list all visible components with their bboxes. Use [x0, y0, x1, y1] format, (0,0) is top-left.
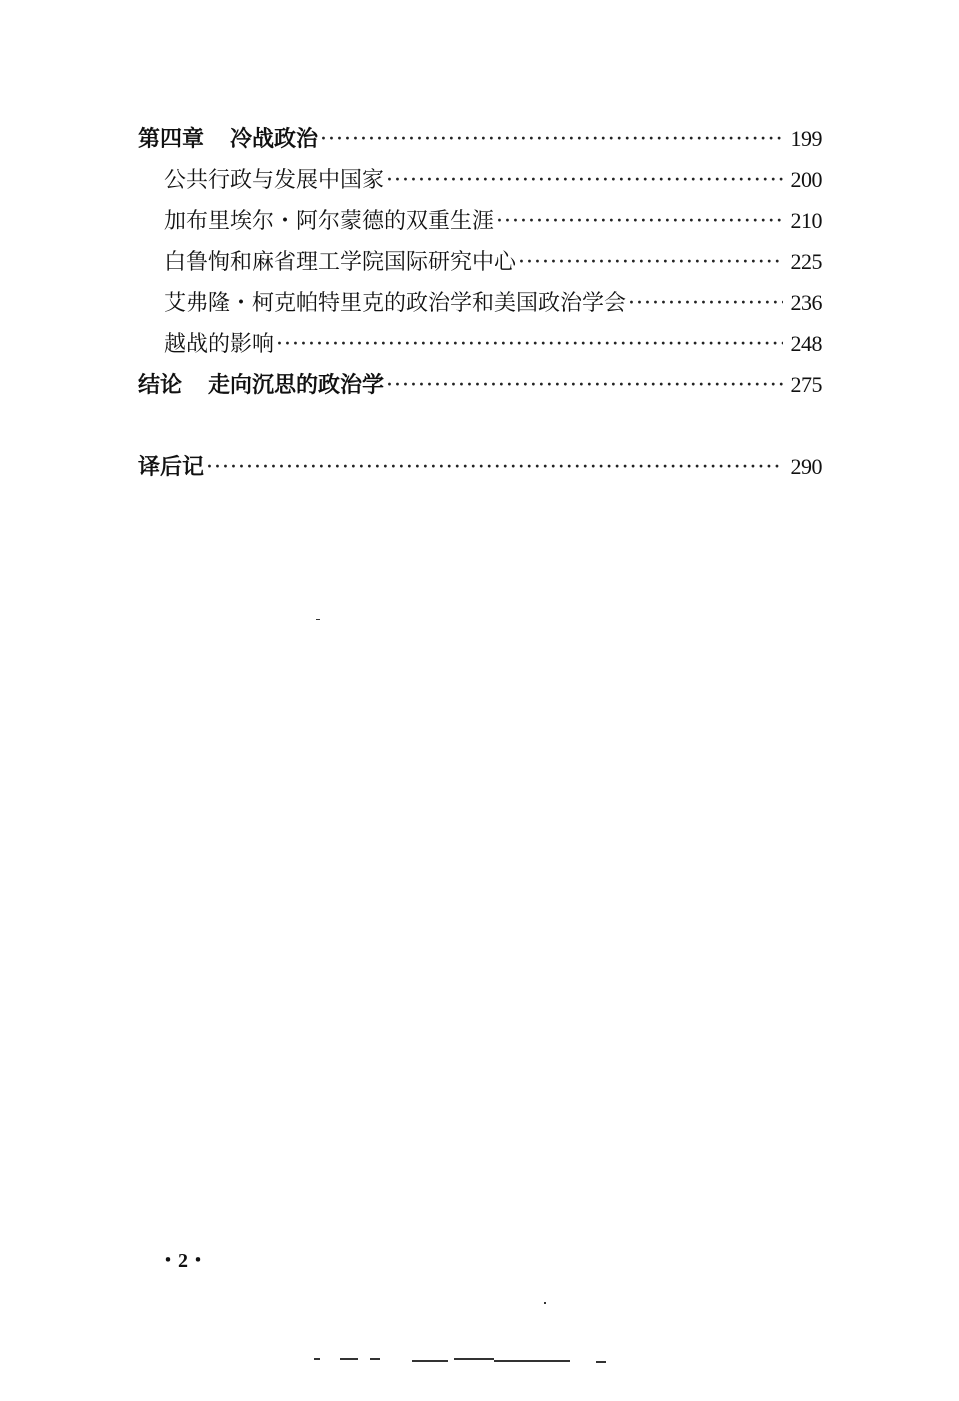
- toc-entry-section[interactable]: [138, 323, 822, 364]
- page-ref: 199: [790, 126, 822, 151]
- page-number: ・2・: [158, 1250, 208, 1272]
- conclusion-title: 走向沉思的政治学: [208, 373, 385, 398]
- dot-leader: [628, 283, 782, 324]
- section-title: 艾弗隆・柯克帕特里克的政治学和美国政治学会: [164, 291, 627, 316]
- toc-entry-section[interactable]: [138, 241, 822, 282]
- section-spacer: [138, 405, 822, 446]
- toc-entry-chapter-4[interactable]: [138, 118, 822, 159]
- scan-speck: [316, 619, 320, 620]
- toc-entry-section[interactable]: [138, 200, 822, 241]
- page-ref: 248: [790, 331, 822, 356]
- toc-entry-section[interactable]: [138, 282, 822, 323]
- scan-line: [340, 1358, 358, 1360]
- toc-entry-conclusion[interactable]: [138, 364, 822, 405]
- section-title: 白鲁恂和麻省理工学院国际研究中心: [164, 250, 517, 275]
- scan-speck: [544, 1302, 546, 1304]
- dot-leader: [518, 242, 782, 283]
- scan-line: [412, 1360, 448, 1362]
- chapter-title: 冷战政治: [230, 127, 319, 152]
- scan-line: [494, 1360, 570, 1362]
- chapter-number: 第四章: [138, 127, 205, 152]
- dot-leader: [496, 201, 782, 242]
- dot-leader: [386, 160, 782, 201]
- toc-entry-afterword[interactable]: [138, 446, 822, 487]
- dot-leader: [276, 324, 782, 365]
- scan-line: [370, 1358, 380, 1360]
- toc-entry-section[interactable]: [138, 159, 822, 200]
- afterword-title: 译后记: [138, 455, 205, 480]
- scan-line: [596, 1361, 606, 1363]
- dot-leader: [386, 365, 782, 406]
- dot-leader: [320, 119, 782, 160]
- page-ref: 275: [790, 372, 822, 397]
- page-ref: 225: [790, 249, 822, 274]
- scan-line: [454, 1358, 494, 1360]
- scan-line: [314, 1358, 320, 1360]
- page-ref: 236: [790, 290, 822, 315]
- table-of-contents: [138, 118, 822, 487]
- conclusion-label: 结论: [138, 373, 183, 398]
- section-title: 越战的影响: [164, 332, 275, 357]
- page-ref: 210: [790, 208, 822, 233]
- page-ref: 290: [790, 454, 822, 479]
- section-title: 加布里埃尔・阿尔蒙德的双重生涯: [164, 209, 495, 234]
- section-title: 公共行政与发展中国家: [164, 168, 385, 193]
- dot-leader: [206, 447, 782, 488]
- page-ref: 200: [790, 167, 822, 192]
